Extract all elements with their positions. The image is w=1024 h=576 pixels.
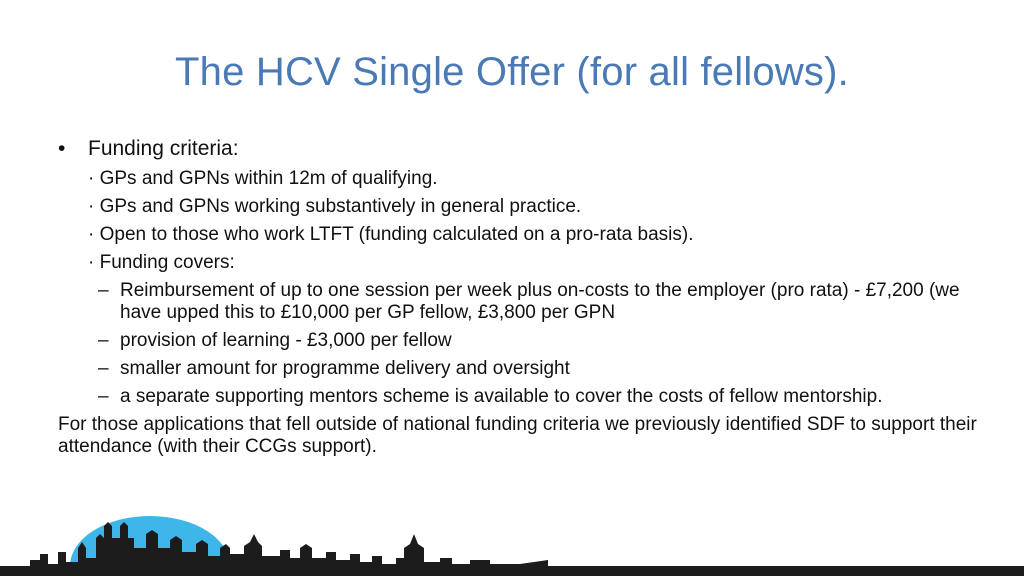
- slide-content: [58, 136, 978, 458]
- funding-item-text: provision of learning - £3,000 per fellow: [120, 330, 452, 351]
- dash-marker: –: [98, 386, 109, 407]
- city-skyline-image: [0, 508, 1024, 576]
- footnote: For those applications that fell outside of national funding criteria we previously identified SDF to support their attendance (with their CCGs support).: [58, 414, 977, 457]
- bullet-funding-criteria: [58, 136, 978, 162]
- funding-item: [58, 280, 978, 324]
- dash-marker: –: [98, 280, 109, 301]
- funding-item: [58, 330, 978, 352]
- funding-item: [58, 386, 978, 408]
- bullet-label: Funding criteria:: [88, 137, 239, 160]
- funding-item-text: smaller amount for programme delivery and oversight: [120, 358, 570, 379]
- dash-marker: –: [98, 330, 109, 351]
- funding-item-text: Reimbursement of up to one session per week plus on-costs to the employer (pro rata) - £7,200 (we have upped this to £10,000 per GP fellow, £3,800 per GPN: [120, 280, 960, 323]
- funding-item-text: a separate supporting mentors scheme is available to cover the costs of fellow mentorship.: [120, 386, 883, 407]
- criteria-item: · GPs and GPNs working substantively in general practice.: [88, 196, 582, 217]
- skyline-base: [0, 566, 1024, 576]
- criteria-item: · Open to those who work LTFT (funding calculated on a pro-rata basis).: [88, 224, 694, 245]
- funding-item: [58, 358, 978, 380]
- slide-title: The HCV Single Offer (for all fellows).: [175, 50, 849, 94]
- criteria-item: · GPs and GPNs within 12m of qualifying.: [88, 168, 438, 189]
- bullet-marker: •: [58, 137, 66, 160]
- skyline-silhouette: [0, 522, 548, 570]
- dash-marker: –: [98, 358, 109, 379]
- criteria-item: · Funding covers:: [88, 252, 235, 273]
